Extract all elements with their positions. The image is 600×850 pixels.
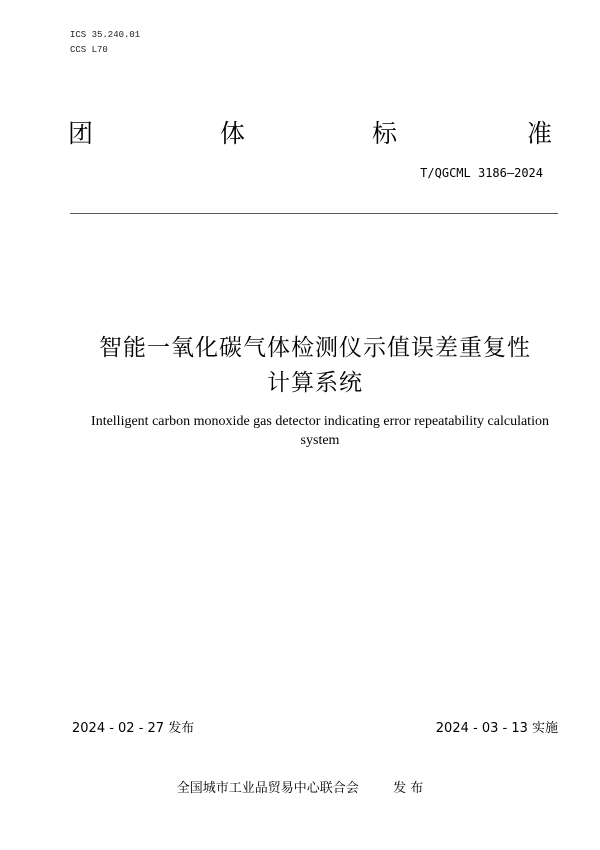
title-en-line1: Intelligent carbon monoxide gas detector indicating error repeatability calculation [91,414,549,429]
title-zh-line2: 计算系统 [267,370,363,396]
header-char-3: 标 [372,119,398,148]
title-en-line2: system [300,433,340,448]
publisher-name: 全国城市工业品贸易中心联合会 [176,781,359,796]
title-zh-line1: 智能一氧化碳气体检测仪示值误差重复性 [99,335,531,361]
header-char-4: 准 [527,119,553,148]
publish-label: 发 布 [393,781,424,796]
implement-date: 2024 - 03 - 13 实施 [435,721,558,736]
ics-code: ICS 35.240.01 [70,30,141,40]
publisher [0,777,600,796]
standard-number: T/QGCML 3186—2024 [420,166,543,180]
issue-date: 2024 - 02 - 27 发布 [72,721,195,736]
header-char-1: 团 [68,119,94,148]
header-char-2: 体 [220,119,246,148]
ccs-code: CCS L70 [70,45,108,55]
divider [70,213,558,214]
